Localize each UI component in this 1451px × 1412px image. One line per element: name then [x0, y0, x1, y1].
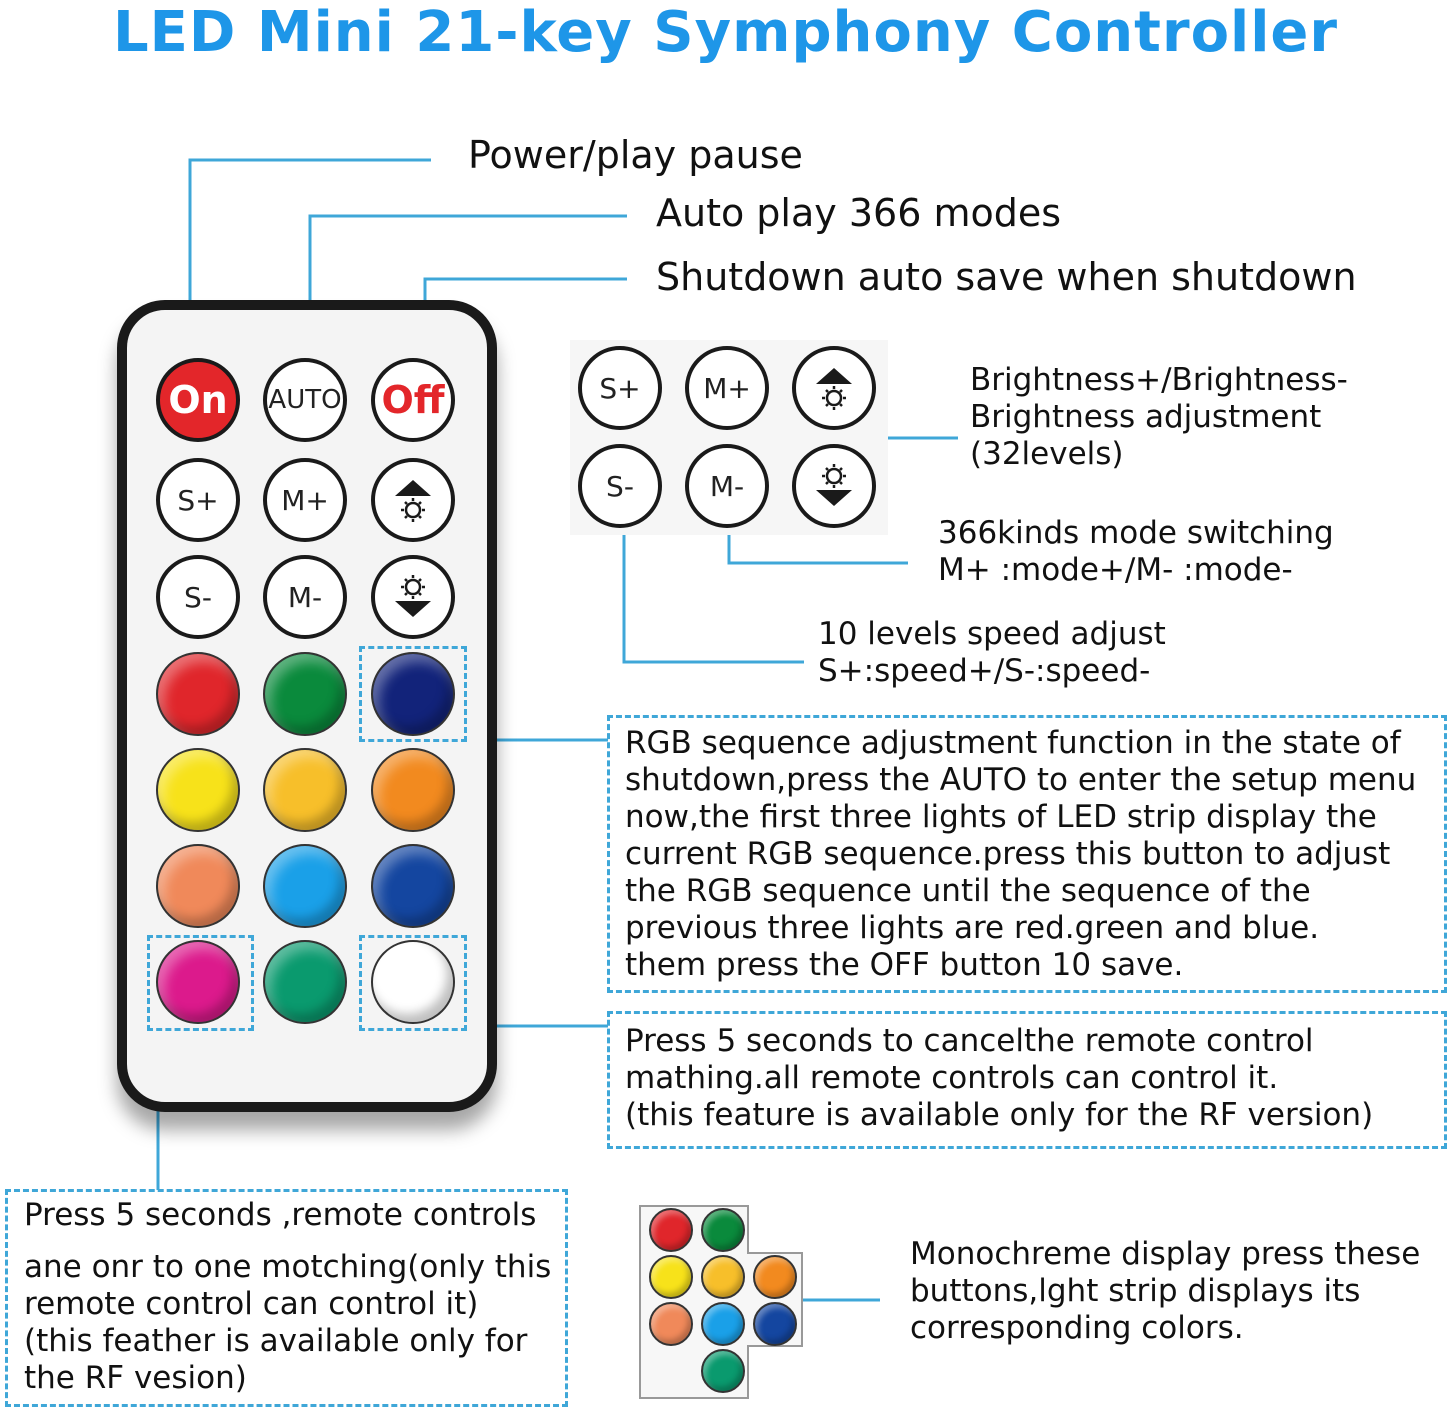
green-button[interactable]	[263, 652, 347, 736]
on-button[interactable]: On	[156, 358, 240, 442]
mode-callout-line2: M+ :mode+/M- :mode-	[938, 552, 1293, 588]
mini-red-key[interactable]	[649, 1208, 693, 1252]
pair-line-4: (this feather is available only for	[24, 1323, 528, 1359]
mini-teal-key[interactable]	[701, 1349, 745, 1393]
speed-callout-line1: 10 levels speed adjust	[818, 616, 1166, 652]
pair-line-3: remote control can control it)	[24, 1286, 479, 1322]
auto-callout: Auto play 366 modes	[656, 191, 1062, 235]
pair-line-2: ane onr to one motching(only this	[24, 1249, 552, 1285]
rgb-line-6: previous three lights are red.green and blue.	[625, 910, 1320, 946]
mini-green-key[interactable]	[701, 1208, 745, 1252]
mode-minus-button[interactable]: M-	[263, 555, 347, 639]
zoom-speed-minus-button[interactable]: S-	[578, 444, 662, 528]
rgb-line-5: the RGB sequence until the sequence of the	[625, 873, 1311, 909]
rgb-line-1: RGB sequence adjustment function in the state of	[625, 725, 1401, 761]
shutdown-callout: Shutdown auto save when shutdown	[656, 255, 1357, 299]
brightness-down-icon	[383, 567, 443, 627]
brightness-up-icon	[804, 358, 864, 418]
red-button[interactable]	[156, 652, 240, 736]
pair-line-5: the RF vesion)	[24, 1360, 247, 1396]
salmon-button[interactable]	[156, 844, 240, 928]
cancel-line-1: Press 5 seconds to cancelthe remote control	[625, 1023, 1314, 1059]
rgb-line-3: now,the first three lights of LED strip display the	[625, 799, 1377, 835]
mini-yellow-key[interactable]	[649, 1255, 693, 1299]
blue-button[interactable]	[371, 844, 455, 928]
speed-callout-line2: S+:speed+/S-:speed-	[818, 653, 1151, 689]
orange-button[interactable]	[371, 748, 455, 832]
brightness-callout-line2: Brightness adjustment	[970, 399, 1322, 435]
page-title: LED Mini 21-key Symphony Controller	[112, 0, 1339, 65]
off-button[interactable]: Off	[371, 358, 455, 442]
zoom-brightness-up-button[interactable]	[792, 346, 876, 430]
mono-callout-line2: buttons,lght strip displays its	[910, 1273, 1361, 1309]
zoom-speed-plus-button[interactable]: S+	[578, 346, 662, 430]
brightness-up-icon	[383, 470, 443, 530]
rgb-line-2: shutdown,press the AUTO to enter the setup menu	[625, 762, 1417, 798]
mono-callout-line1: Monochreme display press these	[910, 1236, 1421, 1272]
mini-sky-blue-key[interactable]	[701, 1302, 745, 1346]
white-highlight	[359, 935, 467, 1031]
yellow-button[interactable]	[156, 748, 240, 832]
power-callout: Power/play pause	[468, 133, 803, 177]
brightness-callout-line1: Brightness+/Brightness-	[970, 362, 1348, 398]
navy-highlight	[359, 646, 467, 742]
brightness-callout-line3: (32levels)	[970, 436, 1124, 472]
speed-plus-button[interactable]: S+	[156, 458, 240, 542]
mini-salmon-key[interactable]	[649, 1302, 693, 1346]
sky-blue-button[interactable]	[263, 844, 347, 928]
brightness-up-button[interactable]	[371, 458, 455, 542]
cancel-line-2: mathing.all remote controls can control it.	[625, 1060, 1279, 1096]
rgb-line-7: them press the OFF button 10 save.	[625, 947, 1184, 983]
mode-callout-line1: 366kinds mode switching	[938, 515, 1334, 551]
speed-minus-button[interactable]: S-	[156, 555, 240, 639]
mode-plus-button[interactable]: M+	[263, 458, 347, 542]
pair-line-1: Press 5 seconds ,remote controls	[24, 1197, 537, 1233]
amber-button[interactable]	[263, 748, 347, 832]
auto-button[interactable]: AUTO	[263, 358, 347, 442]
teal-button[interactable]	[263, 940, 347, 1024]
mini-orange-key[interactable]	[753, 1255, 797, 1299]
zoom-mode-minus-button[interactable]: M-	[685, 444, 769, 528]
zoom-brightness-down-button[interactable]	[792, 444, 876, 528]
brightness-down-button[interactable]	[371, 555, 455, 639]
brightness-down-icon	[804, 456, 864, 516]
mini-amber-key[interactable]	[701, 1255, 745, 1299]
zoom-mode-plus-button[interactable]: M+	[685, 346, 769, 430]
cancel-line-3: (this feature is available only for the RF version)	[625, 1097, 1374, 1133]
mono-callout-line3: corresponding colors.	[910, 1310, 1244, 1346]
rgb-line-4: current RGB sequence.press this button to adjust	[625, 836, 1391, 872]
magenta-highlight	[147, 935, 254, 1031]
mini-blue-key[interactable]	[753, 1302, 797, 1346]
